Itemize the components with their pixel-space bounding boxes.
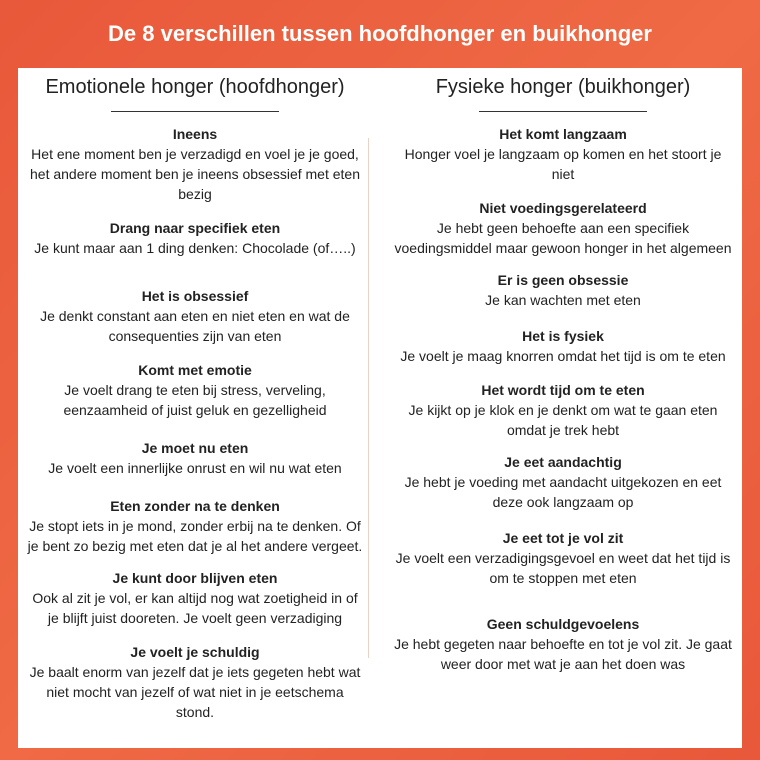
- emotional-hunger-column: [20, 68, 370, 722]
- item-heading: Het wordt tijd om te eten: [481, 382, 645, 398]
- list-item: [42, 438, 347, 478]
- item-heading: Het is fysiek: [522, 328, 604, 344]
- item-text: Je kan wachten met eten: [485, 292, 641, 308]
- column-heading: Emotionele honger (hoofdhonger): [45, 76, 345, 98]
- item-heading: Je eet tot je vol zit: [502, 530, 624, 546]
- item-text: Je kunt maar aan 1 ding denken: Chocolade (of…..): [34, 240, 356, 256]
- item-text: Honger voel je langzaam op komen en het stoort je niet: [404, 146, 722, 182]
- item-text: Je hebt geen behoefte aan een specifiek voedingsmiddel maar gewoon honger in het algemeen: [394, 220, 732, 256]
- list-item: [388, 380, 738, 440]
- column-heading: Fysieke honger (buikhonger): [435, 76, 691, 98]
- list-item: [479, 270, 647, 310]
- page-title: De 8 verschillen tussen hoofdhonger en buikhonger: [108, 21, 652, 46]
- item-heading: Ineens: [172, 126, 218, 142]
- item-heading: Je moet nu eten: [141, 440, 249, 456]
- list-item: [20, 568, 370, 628]
- content-panel: [18, 68, 742, 748]
- list-item: [20, 642, 370, 722]
- item-heading: Drang naar specifiek eten: [109, 220, 281, 236]
- list-item: [388, 528, 738, 588]
- title-bar: [0, 0, 760, 68]
- list-item: [20, 124, 370, 204]
- item-text: Je denkt constant aan eten en niet eten en wat de consequenties zijn van eten: [40, 308, 350, 344]
- item-heading: Je kunt door blijven eten: [112, 570, 278, 586]
- list-item: [20, 286, 370, 346]
- item-text: Je voelt een verzadigingsgevoel en weet dat het tijd is om te stoppen met eten: [395, 550, 731, 586]
- item-heading: Er is geen obsessie: [497, 272, 629, 288]
- physical-hunger-column: [388, 68, 738, 674]
- list-item: [388, 124, 738, 184]
- item-text: Je voelt drang te eten bij stress, verveling, eenzaamheid of juist geluk en gezelligheid: [63, 382, 327, 418]
- list-item: [388, 452, 738, 512]
- item-text: Je voelt een innerlijke onrust en wil nu wat eten: [48, 460, 342, 476]
- item-text: Je hebt gegeten naar behoefte en tot je vol zit. Je gaat weer door met wat je aan het doen was: [394, 636, 732, 672]
- item-heading: Niet voedingsgerelateerd: [479, 200, 647, 216]
- item-heading: Het komt langzaam: [499, 126, 627, 142]
- item-text: Je voelt je maag knorren omdat het tijd is om te eten: [400, 348, 726, 364]
- list-item: [28, 218, 361, 258]
- list-item: [388, 198, 738, 258]
- item-text: Ook al zit je vol, er kan altijd nog wat zoetigheid in of je blijft juist dooreten. Je voelt geen verzadiging: [32, 590, 358, 626]
- heading-underline: [111, 111, 279, 112]
- item-heading: Komt met emotie: [138, 362, 252, 378]
- item-heading: Je voelt je schuldig: [130, 644, 260, 660]
- item-text: Je kijkt op je klok en je denkt om wat te gaan eten omdat je trek hebt: [408, 402, 718, 438]
- list-item: [394, 326, 731, 366]
- item-heading: Het is obsessief: [141, 288, 249, 304]
- item-text: Je baalt enorm van jezelf dat je iets gegeten hebt wat niet mocht van jezelf of wat niet in je eetschema stond.: [29, 664, 361, 720]
- item-heading: Je eet aandachtig: [504, 454, 622, 470]
- list-item: [388, 614, 738, 674]
- item-text: Je hebt je voeding met aandacht uitgekozen en eet deze ook langzaam op: [404, 474, 722, 510]
- item-text: Je stopt iets in je mond, zonder erbij na te denken. Of je bent zo bezig met eten dat je al het andere vergeet.: [27, 518, 363, 554]
- item-text: Het ene moment ben je verzadigd en voel je je goed, het andere moment ben je ineens obsessief met eten bezig: [30, 146, 360, 202]
- item-heading: Geen schuldgevoelens: [486, 616, 640, 632]
- list-item: [20, 496, 370, 556]
- item-heading: Eten zonder na te denken: [110, 498, 280, 514]
- heading-underline: [479, 111, 647, 112]
- list-item: [20, 360, 370, 420]
